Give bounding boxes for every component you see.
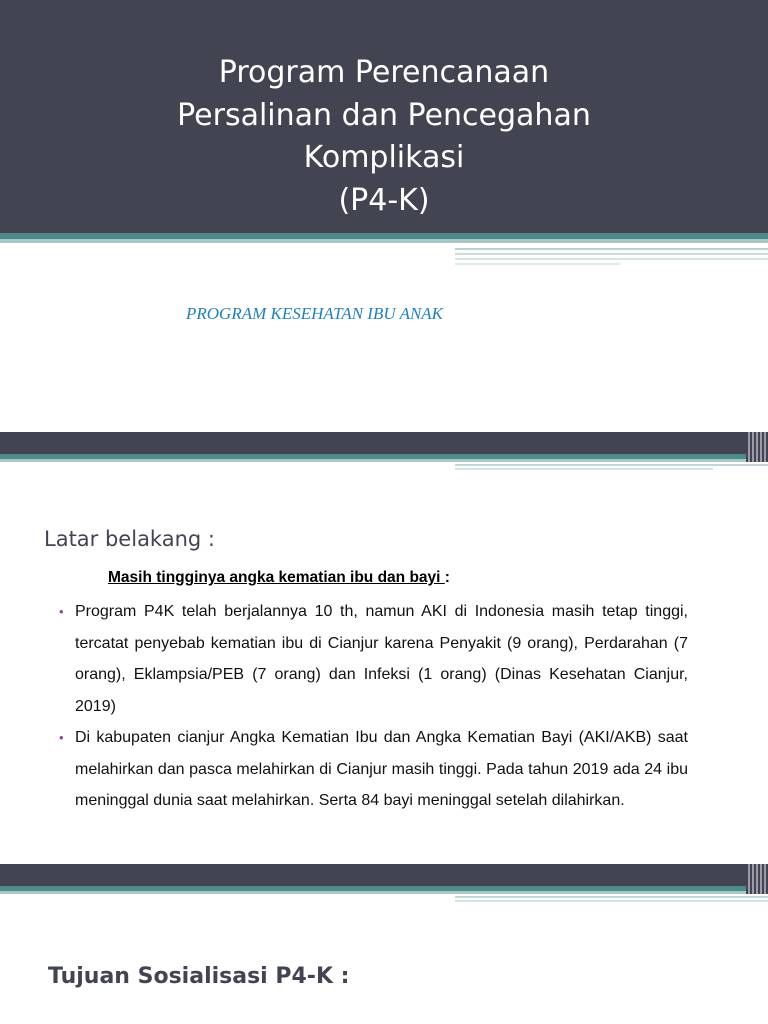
subheading (108, 569, 450, 587)
section-heading: Tujuan Sosialisasi P4-K : (48, 964, 350, 990)
accent-line (455, 464, 768, 466)
accent-line (455, 896, 768, 898)
light-stripe (0, 459, 768, 462)
corner-ticks (746, 864, 768, 894)
slide-title (0, 0, 768, 432)
slide-objectives (0, 864, 768, 1024)
section-heading: Latar belakang : (44, 527, 215, 552)
bullet-icon: • (59, 604, 64, 619)
title-line: (P4-K) (338, 182, 430, 218)
accent-line (455, 258, 768, 260)
title-line: Persalinan dan Pencegahan (177, 97, 591, 133)
top-dark-band (0, 864, 768, 886)
top-dark-band (0, 432, 768, 454)
list-item (56, 596, 688, 722)
title-line: Program Perencanaan (218, 55, 550, 90)
accent-line (455, 468, 713, 470)
slide-background (0, 432, 768, 864)
subtitle: PROGRAM KESEHATAN IBU ANAK (186, 304, 444, 323)
title-line: Komplikasi (303, 140, 465, 175)
light-stripe (0, 239, 768, 243)
list-item-text: Program P4K telah berjalannya 10 th, namun AKI di Indonesia masih tetap tinggi, tercatat penyebab kematian ibu di Cianjur karena Penyakit (9 orang), Perdarahan (7 orang), Eklampsia/PEB (7 orang) dan Infeksi (1 orang) (Dinas Kesehatan Cianjur, 2019) (75, 603, 688, 715)
list-item-text: Di kabupaten cianjur Angka Kematian Ibu dan Angka Kematian Bayi (AKI/AKB) saat melahirkan dan pasca melahirkan di Cianjur masih tinggi. Pada tahun 2019 ada 24 ibu meninggal dunia saat melahirkan. Serta 84 bayi meninggal setelah dilahirkan. (75, 729, 688, 809)
corner-ticks (746, 432, 768, 462)
accent-line (455, 263, 620, 265)
bullet-list (56, 596, 688, 817)
accent-line (455, 900, 768, 902)
light-stripe (0, 891, 768, 894)
subheading-text: Masih tingginya angka kematian ibu dan bayi (108, 569, 445, 586)
subheading-colon: : (444, 569, 450, 586)
list-item (56, 722, 688, 817)
accent-line (455, 253, 768, 255)
bullet-icon: • (59, 730, 64, 745)
accent-line (455, 248, 768, 250)
slide-title-text (0, 52, 768, 222)
